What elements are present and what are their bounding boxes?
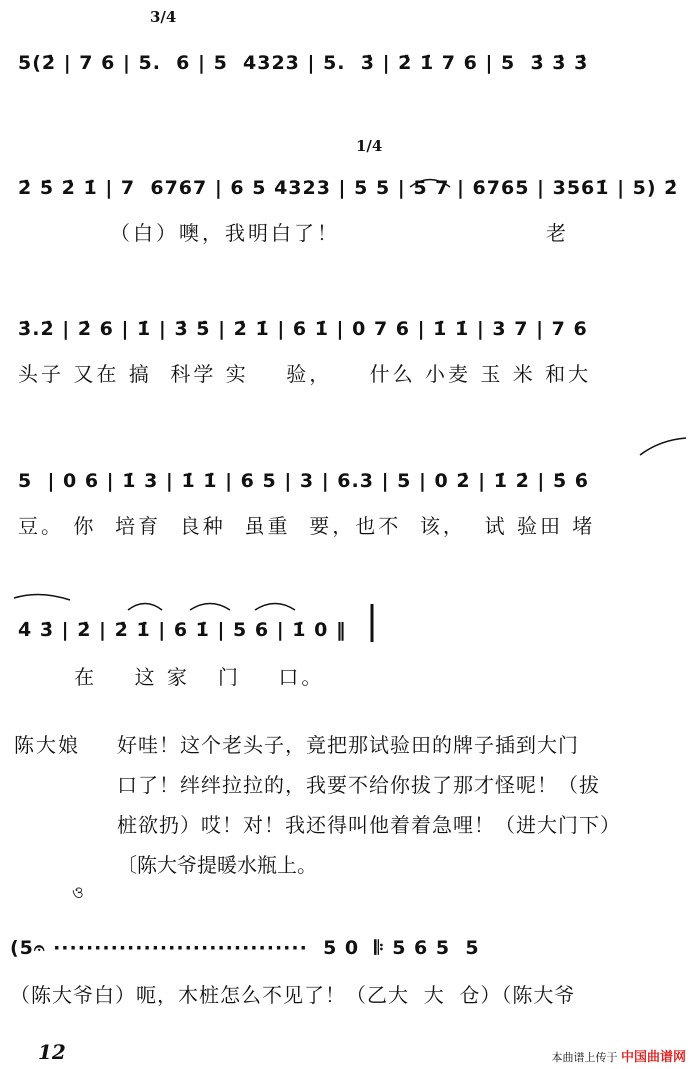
upload-text: 本曲谱上传于 (551, 1051, 618, 1064)
speech-line: 好哇！这个老头子，竟把那试验田的牌子插到大门 (117, 733, 579, 757)
lyric-line: 在 这 家 门 口。 (18, 665, 325, 689)
site-brand: 中国曲谱网 (620, 1050, 686, 1065)
time-signature: 3/4 (150, 8, 177, 26)
time-signature: 1/4 (356, 137, 383, 155)
notation-text: 2̇ 5̇ 2̇ 1̇ | 7 6767 | 6 5 4323 | 5 5 | 5 7 | 6765 | 3561̇ | 5) 2̇ (18, 177, 679, 199)
lyric-line: （白）噢，我明白了！ 老 (110, 221, 569, 245)
lyric-line: （陈大爷白）呃，木桩怎么不见了！（乙大 大 仓）（陈大爷 (10, 983, 576, 1007)
notation-text: 4̇ 3̇ | 2̇ | 2̇ 1̇ | 6 1̇ | 5 6 | 1̇ 0 ‖ (18, 619, 347, 641)
speech-line: 口了！绊绊拉拉的，我要不给你拔了那才怪呢！（拔 (117, 773, 600, 797)
footer-credit (551, 1046, 686, 1065)
ornament-mark: ও (72, 883, 84, 902)
notation-text: 5 | 0 6 | 1̇ 3 | 1̇ 1̇ | 6 5 | 3 | 6.3 | 5 | 0 2̇ | 1̇ 2̇ | 5̇ 6̇ (18, 470, 590, 492)
notation-line-6 (0, 935, 700, 1019)
stage-direction: 〔陈大爷提暖水瓶上。 (117, 853, 317, 877)
speaker-name: 陈大娘 (14, 733, 80, 757)
lyric-line: 头子 又在 搞 科学 实 验， 什么 小麦 玉 米 和大 (18, 362, 592, 386)
dialogue-block (14, 725, 694, 885)
page-number: 12 (38, 1040, 66, 1064)
lyric-line: 豆。 你 培育 良种 虽重 要，也不 该， 试 验田 堵 (18, 514, 596, 538)
speech-line: 桩欲扔）哎！对！我还得叫他着着急哩！（进大门下） (117, 813, 621, 837)
notation-text: 3̇.2̇ | 2̇ 6 | 1̇ | 3̇ 5̇ | 2̇ 1̇ | 6 1̇ | 0 7 6 | 1̇ 1̇ | 3 7 | 7 6 (18, 318, 588, 340)
notation-text: (5𝄐 ······························· 5 0 𝄆 5 6 5 5 (10, 937, 480, 959)
notation-text: 5(2̇ | 7 6 | 5. 6 | 5 4323 | 5. 3̇ | 2̇ 1̇ 7 6 | 5 3̇ 3̇ 3̇ (18, 52, 589, 74)
